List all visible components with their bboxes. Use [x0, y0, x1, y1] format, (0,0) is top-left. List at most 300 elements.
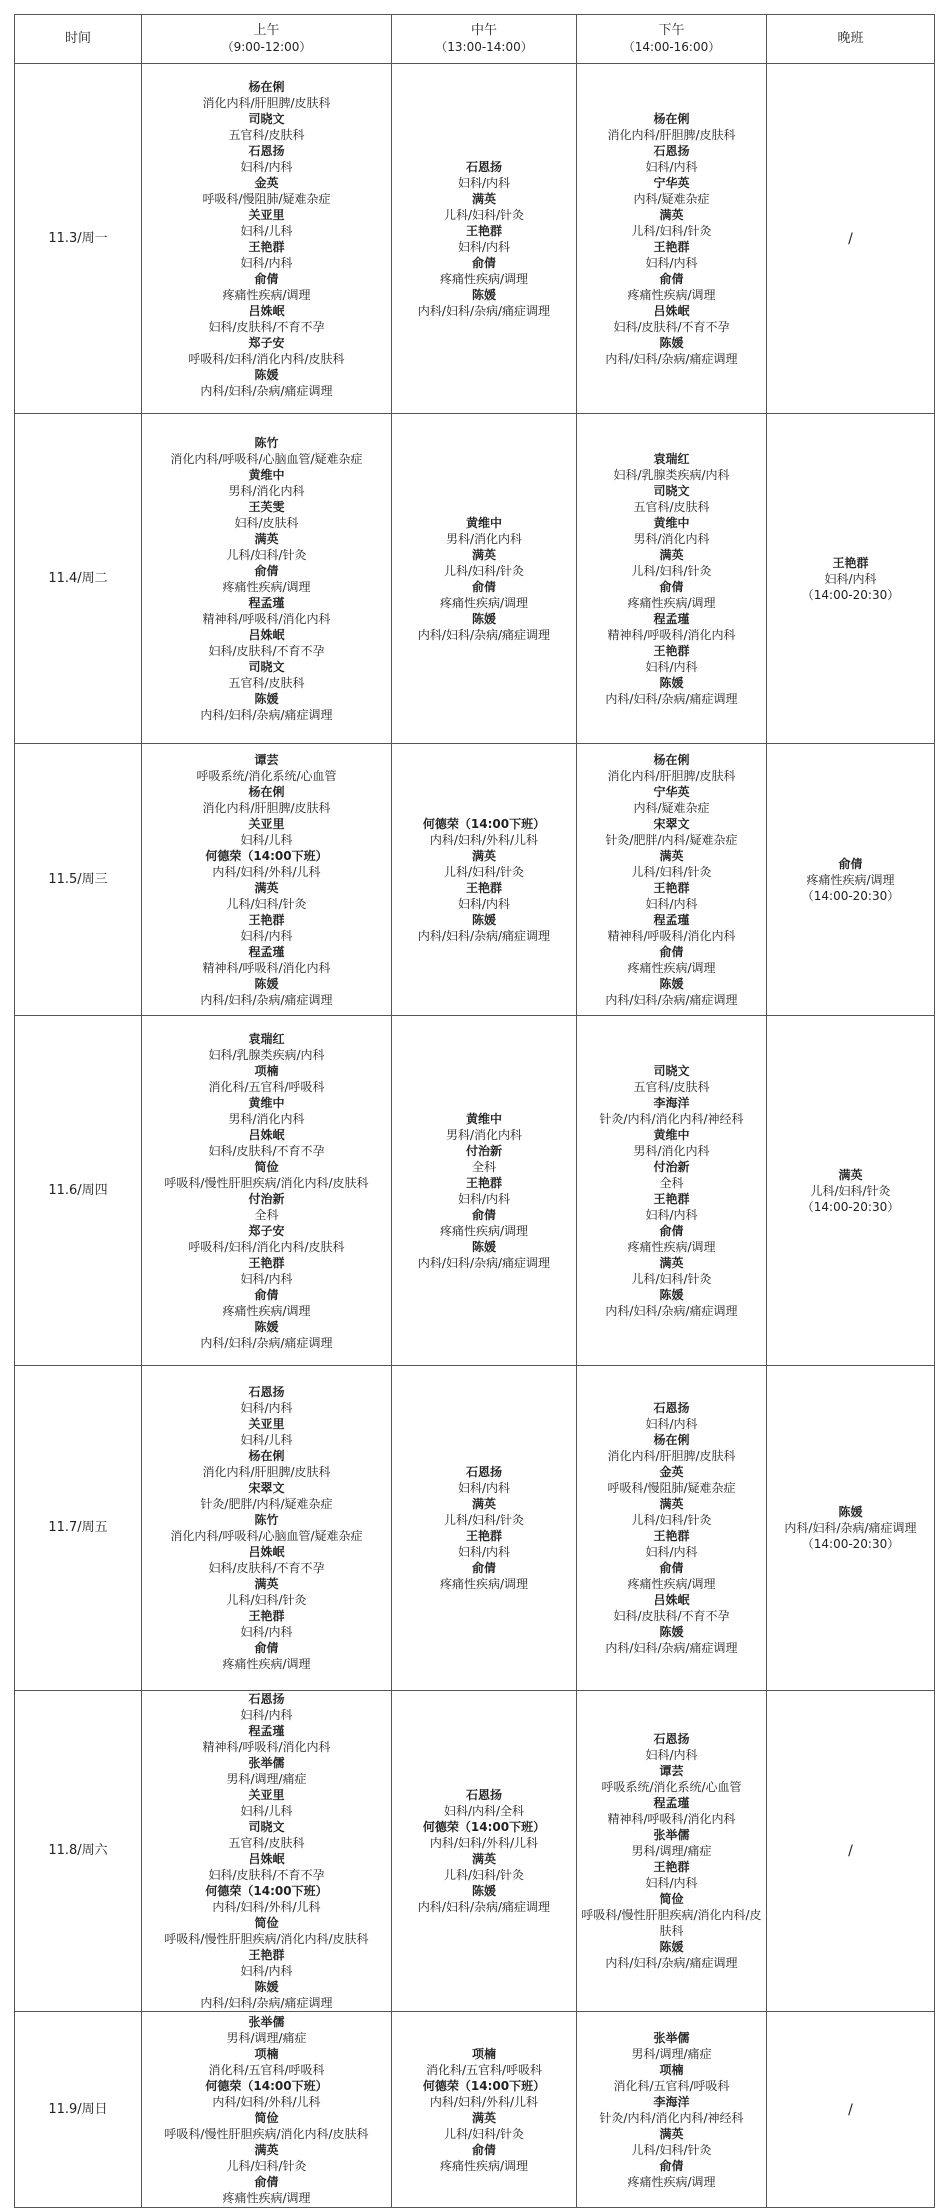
- doctor-entry: [579, 1827, 764, 1859]
- doctor-specialty: 呼吸科/妇科/消化内科/皮肤科: [188, 1239, 345, 1254]
- doctor-name: 俞倩: [471, 1207, 496, 1222]
- doctor-name: 吕姝岷: [248, 1127, 285, 1142]
- doctor-specialty: 消化内科/呼吸科/心脑血管/疑难杂症: [170, 451, 363, 466]
- doctor-specialty: 妇科/乳腺类疾病/内科: [613, 467, 730, 482]
- header-pm-hours: （14:00-16:00）: [622, 40, 721, 54]
- pm-cell: [577, 414, 767, 744]
- doctor-entry: [144, 1544, 389, 1576]
- header-pm-label: 下午: [658, 23, 685, 38]
- doctor-name: 简俭: [254, 1159, 279, 1174]
- doctor-name: 程孟瑾: [653, 1796, 690, 1810]
- doctor-specialty: 儿科/妇科/针灸: [226, 547, 307, 562]
- doctor-name: 杨在俐: [248, 79, 285, 94]
- doctor-specialty: 儿科/妇科/针灸: [443, 563, 525, 578]
- doctor-entry: [579, 515, 764, 547]
- doctor-entry: [144, 2078, 389, 2110]
- header-pm: [577, 15, 767, 64]
- doctor-specialty: 儿科/妇科/针灸: [631, 2142, 712, 2157]
- doctor-specialty: 疼痛性疾病/调理: [222, 579, 311, 594]
- doctor-entry: [144, 499, 389, 531]
- doctor-specialty: 消化内科/肝胆脾/皮肤科: [607, 127, 736, 142]
- doctor-name: 项楠: [254, 2046, 279, 2061]
- doctor-entry: [579, 1939, 764, 1971]
- doctor-entry: [579, 143, 764, 175]
- doctor-entry: [144, 944, 389, 976]
- doctor-entry: [144, 1287, 389, 1319]
- pm-cell: [577, 1366, 767, 1691]
- doctor-specialty: 呼吸科/慢阻肺/疑难杂症: [202, 191, 331, 206]
- doctor-name: 陈媛: [471, 1239, 496, 1254]
- doctor-specialty: 疼痛性疾病/调理: [439, 271, 529, 286]
- doctor-name: 黄维中: [248, 1095, 285, 1110]
- doctor-specialty: 妇科/乳腺类疾病/内科: [208, 1047, 325, 1062]
- doctor-entry: [579, 1400, 764, 1432]
- doctor-entry: [579, 1287, 764, 1319]
- doctor-specialty: 内科/疑难杂症: [633, 191, 710, 206]
- doctor-entry: [579, 1464, 764, 1496]
- eve-cell: [767, 414, 935, 744]
- doctor-name: 关亚里: [248, 1788, 285, 1802]
- doctor-specialty: 五官科/皮肤科: [228, 127, 305, 142]
- doctor-specialty: 内科/妇科/杂病/痛症调理: [784, 1521, 917, 1535]
- doctor-name: 俞倩: [471, 579, 496, 594]
- doctor-specialty: 男科/调理/痛症: [226, 2030, 307, 2045]
- doctor-entry: [144, 691, 389, 723]
- doctor-entry: [579, 976, 764, 1008]
- doctor-entry: [394, 1464, 574, 1496]
- doctor-name: 俞倩: [471, 255, 496, 270]
- doctor-specialty: 精神科/呼吸科/消化内科: [607, 928, 736, 943]
- doctor-name: 陈媛: [254, 1319, 279, 1334]
- doctor-specialty: 内科/妇科/外科/儿科: [429, 2094, 539, 2109]
- doctor-specialty: 针灸/肥胖/内科/疑难杂症: [200, 1497, 333, 1511]
- doctor-entry: [579, 2126, 764, 2158]
- doctor-specialty: 内科/妇科/外科/儿科: [429, 1836, 539, 1850]
- doctor-specialty: 儿科/妇科/针灸: [226, 896, 307, 911]
- doctor-name: 俞倩: [659, 1561, 684, 1575]
- doctor-specialty: 疼痛性疾病/调理: [222, 2190, 311, 2205]
- doctor-specialty: 针灸/肥胖/内科/疑难杂症: [605, 832, 738, 847]
- doctor-specialty: 内科/疑难杂症: [633, 800, 710, 815]
- doctor-specialty: 内科/妇科/杂病/痛症调理: [200, 992, 333, 1007]
- doctor-name: 谭芸: [659, 1764, 684, 1778]
- doctor-specialty: 内科/妇科/杂病/痛症调理: [417, 1900, 551, 1914]
- doctor-entry: [579, 1191, 764, 1223]
- doctor-entry: [144, 595, 389, 627]
- doctor-entry: [144, 563, 389, 595]
- doctor-specialty: 五官科/皮肤科: [633, 499, 710, 514]
- doctor-entry: [144, 1319, 389, 1351]
- doctor-entry: [394, 1111, 574, 1143]
- doctor-specialty: 妇科/内科: [645, 1207, 698, 1222]
- doctor-name: 满英: [471, 848, 496, 863]
- header-am-label: 上午: [253, 23, 280, 38]
- doctor-entry: [144, 111, 389, 143]
- day-label: 11.3/周一: [15, 64, 142, 414]
- doctor-entry: [579, 1095, 764, 1127]
- doctor-name: 黄维中: [248, 467, 285, 482]
- doctor-specialty: 内科/妇科/杂病/痛症调理: [200, 1335, 333, 1350]
- doctor-specialty: 消化科/五官科/呼吸科: [208, 1079, 325, 1094]
- doctor-specialty: 五官科/皮肤科: [228, 1836, 305, 1850]
- doctor-name: 司晓文: [653, 1063, 690, 1078]
- doctor-name: 何德荣（14:00下班）: [205, 848, 328, 863]
- doctor-name: 项楠: [254, 1063, 279, 1078]
- no-evening-shift: /: [848, 230, 853, 247]
- doctor-specialty: 消化科/五官科/呼吸科: [425, 2062, 543, 2077]
- doctor-name: 王艳群: [465, 1529, 502, 1543]
- doctor-name: 袁瑞红: [653, 451, 690, 466]
- doctor-name: 满英: [471, 1497, 496, 1511]
- doctor-name: 陈媛: [659, 1625, 684, 1639]
- doctor-entry: [144, 1512, 389, 1544]
- header-am-hours: （9:00-12:00）: [221, 40, 312, 54]
- doctor-name: 杨在俐: [248, 784, 285, 799]
- am-cell: [142, 1691, 392, 2012]
- doctor-entry: [579, 111, 764, 143]
- shift-hours: （14:00-20:30）: [801, 1199, 900, 1214]
- doctor-specialty: 疼痛性疾病/调理: [627, 960, 716, 975]
- header-eve-label: 晚班: [837, 31, 864, 46]
- doctor-name: 满英: [838, 1167, 863, 1182]
- doctor-name: 简俭: [254, 2110, 279, 2125]
- pm-cell: [577, 1691, 767, 2012]
- doctor-specialty: 内科/妇科/外科/儿科: [212, 1900, 321, 1914]
- doctor-entry: [579, 816, 764, 848]
- doctor-specialty: 呼吸系统/消化系统/心血管: [196, 768, 337, 783]
- doctor-specialty: 消化内科/肝胆脾/皮肤科: [202, 95, 331, 110]
- doctor-entry: [144, 1819, 389, 1851]
- doctor-specialty: 消化科/五官科/呼吸科: [208, 2062, 325, 2077]
- doctor-specialty: 妇科/内科: [240, 159, 293, 174]
- doctor-entry: [144, 1159, 389, 1191]
- doctor-specialty: 儿科/妇科/针灸: [226, 1593, 307, 1607]
- doctor-name: 何德荣（14:00下班）: [422, 2078, 546, 2093]
- doctor-specialty: 针灸/内科/消化内科/神经科: [599, 1111, 744, 1126]
- doctor-entry: [144, 1576, 389, 1608]
- doctor-entry: [394, 2078, 574, 2110]
- doctor-name: 满英: [659, 2126, 684, 2141]
- doctor-name: 俞倩: [254, 2174, 279, 2189]
- doctor-name: 黄维中: [653, 515, 690, 530]
- shift-hours: （14:00-20:30）: [801, 587, 900, 602]
- doctor-name: 陈媛: [254, 1980, 279, 1994]
- doctor-entry: [394, 1560, 574, 1592]
- doctor-entry: [144, 1883, 389, 1915]
- doctor-specialty: 妇科/内科: [457, 175, 511, 190]
- doctor-specialty: 男科/消化内科: [445, 1127, 523, 1142]
- doctor-name: 王艳群: [248, 239, 285, 254]
- doctor-entry: [144, 239, 389, 271]
- doctor-entry: [579, 483, 764, 515]
- doctor-entry: [579, 451, 764, 483]
- doctor-specialty: 儿科/妇科/针灸: [226, 2158, 307, 2173]
- doctor-specialty: 妇科/儿科: [240, 1804, 293, 1818]
- am-cell: [142, 2012, 392, 2208]
- doctor-name: 金英: [659, 1465, 684, 1479]
- day-row: [15, 1691, 935, 2012]
- doctor-specialty: 呼吸科/慢性肝胆疾病/消化内科/皮肤科: [164, 1175, 369, 1190]
- noon-cell: [392, 414, 577, 744]
- doctor-specialty: 妇科/内科: [240, 1401, 293, 1415]
- header-am: [142, 15, 392, 64]
- am-cell: [142, 1366, 392, 1691]
- doctor-name: 石恩扬: [465, 1788, 502, 1802]
- doctor-name: 俞倩: [254, 1641, 279, 1655]
- doctor-name: 俞倩: [254, 271, 279, 286]
- doctor-specialty: 妇科/内科: [645, 1748, 698, 1762]
- doctor-entry: [144, 1255, 389, 1287]
- doctor-name: 陈媛: [659, 1940, 684, 1954]
- day-row: [15, 64, 935, 414]
- doctor-specialty: 妇科/内科: [457, 1481, 511, 1495]
- doctor-specialty: 全科: [659, 1175, 684, 1190]
- doctor-name: 杨在俐: [653, 111, 690, 126]
- doctor-name: 吕姝岷: [248, 627, 285, 642]
- doctor-specialty: 妇科/内科: [457, 896, 511, 911]
- doctor-name: 陈媛: [471, 287, 496, 302]
- doctor-specialty: 妇科/皮肤科/不育不孕: [208, 1868, 325, 1882]
- doctor-specialty: 男科/消化内科: [228, 1111, 305, 1126]
- doctor-entry: [144, 1979, 389, 2011]
- doctor-entry: [579, 1763, 764, 1795]
- doctor-name: 陈媛: [471, 611, 496, 626]
- doctor-entry: [144, 467, 389, 499]
- doctor-name: 张举儒: [653, 2030, 690, 2045]
- doctor-name: 满英: [471, 191, 496, 206]
- doctor-name: 宋翠文: [653, 816, 690, 831]
- am-cell: [142, 64, 392, 414]
- doctor-name: 张举儒: [248, 1756, 285, 1770]
- doctor-name: 俞倩: [254, 563, 279, 578]
- doctor-name: 王艳群: [653, 1860, 690, 1874]
- eve-cell: [767, 1691, 935, 2012]
- doctor-entry: [144, 1063, 389, 1095]
- doctor-entry: [144, 531, 389, 563]
- doctor-entry: [579, 303, 764, 335]
- doctor-specialty: 内科/妇科/杂病/痛症调理: [417, 1255, 551, 1270]
- doctor-name: 俞倩: [471, 2142, 496, 2157]
- doctor-specialty: 儿科/妇科/针灸: [443, 1868, 525, 1882]
- doctor-name: 何德荣（14:00下班）: [205, 2078, 328, 2093]
- doctor-entry: [144, 271, 389, 303]
- doctor-entry: [144, 1787, 389, 1819]
- doctor-name: 程孟瑾: [653, 611, 690, 626]
- day-label: 11.4/周二: [15, 414, 142, 744]
- doctor-name: 陈媛: [659, 335, 684, 350]
- doctor-name: 王艳群: [465, 223, 502, 238]
- doctor-specialty: 妇科/儿科: [240, 223, 293, 238]
- doctor-name: 满英: [254, 1577, 279, 1591]
- doctor-specialty: 儿科/妇科/针灸: [631, 864, 712, 879]
- eve-cell: [767, 744, 935, 1016]
- doctor-entry: [769, 555, 932, 603]
- doctor-specialty: 儿科/妇科/针灸: [810, 1183, 891, 1198]
- doctor-specialty: 内科/妇科/杂病/痛症调理: [605, 691, 738, 706]
- doctor-entry: [394, 848, 574, 880]
- doctor-specialty: 妇科/内科: [240, 1964, 293, 1978]
- doctor-name: 王艳群: [248, 912, 285, 927]
- doctor-specialty: 疼痛性疾病/调理: [222, 1303, 311, 1318]
- eve-cell: [767, 1366, 935, 1691]
- doctor-specialty: 内科/妇科/杂病/痛症调理: [200, 707, 333, 722]
- doctor-name: 王艳群: [248, 1255, 285, 1270]
- doctor-specialty: 针灸/内科/消化内科/神经科: [599, 2110, 744, 2125]
- header-noon-hours: （13:00-14:00）: [435, 40, 533, 54]
- doctor-entry: [579, 1528, 764, 1560]
- doctor-name: 满英: [254, 531, 279, 546]
- doctor-entry: [394, 1143, 574, 1175]
- shift-hours: （14:00-20:30）: [801, 1537, 900, 1551]
- doctor-specialty: 儿科/妇科/针灸: [443, 1513, 525, 1527]
- doctor-entry: [579, 239, 764, 271]
- no-evening-shift: /: [848, 2101, 853, 2118]
- eve-cell: [767, 2012, 935, 2208]
- doctor-name: 吕姝岷: [248, 1545, 285, 1559]
- doctor-entry: [144, 880, 389, 912]
- doctor-specialty: 疼痛性疾病/调理: [627, 2174, 716, 2189]
- doctor-specialty: 妇科/内科: [645, 159, 698, 174]
- doctor-name: 俞倩: [659, 579, 684, 594]
- doctor-specialty: 男科/消化内科: [445, 531, 523, 546]
- doctor-name: 付治新: [465, 1143, 502, 1158]
- doctor-name: 李海洋: [653, 2094, 690, 2109]
- pm-cell: [577, 1016, 767, 1366]
- doctor-specialty: 男科/调理/痛症: [631, 1844, 712, 1858]
- doctor-entry: [394, 912, 574, 944]
- doctor-entry: [579, 2094, 764, 2126]
- doctor-name: 王艳群: [653, 239, 690, 254]
- doctor-specialty: 精神科/呼吸科/消化内科: [607, 1812, 736, 1826]
- doctor-entry: [144, 2014, 389, 2046]
- doctor-name: 付治新: [653, 1159, 690, 1174]
- doctor-name: 司晓文: [248, 111, 285, 126]
- doctor-entry: [144, 1947, 389, 1979]
- noon-cell: [392, 2012, 577, 2208]
- doctor-specialty: 疼痛性疾病/调理: [627, 1239, 716, 1254]
- doctor-entry: [144, 976, 389, 1008]
- doctor-entry: [579, 784, 764, 816]
- doctor-name: 陈媛: [471, 1884, 496, 1898]
- doctor-specialty: 内科/妇科/杂病/痛症调理: [417, 303, 551, 318]
- doctor-entry: [394, 1207, 574, 1239]
- doctor-entry: [579, 675, 764, 707]
- doctor-specialty: 妇科/内科: [645, 896, 698, 911]
- doctor-entry: [579, 1795, 764, 1827]
- doctor-entry: [144, 143, 389, 175]
- doctor-entry: [579, 2030, 764, 2062]
- doctor-specialty: 妇科/内科: [645, 255, 698, 270]
- doctor-name: 石恩扬: [248, 143, 285, 158]
- doctor-entry: [144, 1416, 389, 1448]
- doctor-name: 俞倩: [659, 1223, 684, 1238]
- doctor-specialty: 儿科/妇科/针灸: [443, 2126, 525, 2141]
- doctor-specialty: 呼吸科/妇科/消化内科/皮肤科: [188, 351, 345, 366]
- doctor-specialty: 内科/妇科/杂病/痛症调理: [605, 351, 738, 366]
- doctor-entry: [579, 1223, 764, 1255]
- header-noon-label: 中午: [470, 23, 497, 38]
- doctor-specialty: 妇科/内科/全科: [443, 1804, 525, 1818]
- header-time-label: 时间: [64, 31, 91, 46]
- doctor-entry: [579, 207, 764, 239]
- doctor-entry: [394, 547, 574, 579]
- doctor-specialty: 妇科/内科: [457, 1191, 511, 1206]
- doctor-entry: [394, 287, 574, 319]
- doctor-entry: [144, 2174, 389, 2206]
- doctor-specialty: 妇科/儿科: [240, 832, 293, 847]
- doctor-specialty: 五官科/皮肤科: [633, 1079, 710, 1094]
- eve-cell: [767, 1016, 935, 1366]
- doctor-specialty: 消化内科/肝胆脾/皮肤科: [202, 800, 331, 815]
- doctor-entry: [144, 1031, 389, 1063]
- doctor-specialty: 精神科/呼吸科/消化内科: [202, 960, 331, 975]
- doctor-specialty: 内科/妇科/外科/儿科: [212, 864, 321, 879]
- doctor-name: 司晓文: [248, 1820, 285, 1834]
- no-evening-shift: /: [848, 1843, 853, 1859]
- doctor-entry: [144, 1915, 389, 1947]
- doctor-name: 石恩扬: [465, 159, 502, 174]
- doctor-name: 程孟瑾: [248, 944, 285, 959]
- doctor-entry: [579, 1432, 764, 1464]
- doctor-name: 俞倩: [659, 2158, 684, 2173]
- doctor-name: 石恩扬: [653, 143, 690, 158]
- doctor-specialty: 全科: [254, 1207, 279, 1222]
- doctor-name: 满英: [659, 1255, 684, 1270]
- doctor-name: 俞倩: [254, 1287, 279, 1302]
- doctor-name: 王芙雯: [248, 499, 285, 514]
- doctor-specialty: 内科/妇科/杂病/痛症调理: [605, 992, 738, 1007]
- eve-cell: [767, 64, 935, 414]
- doctor-specialty: 疼痛性疾病/调理: [439, 1577, 529, 1591]
- doctor-name: 石恩扬: [465, 1465, 502, 1479]
- day-row: [15, 1366, 935, 1691]
- header-noon: [392, 15, 577, 64]
- doctor-specialty: 妇科/内科: [457, 239, 511, 254]
- doctor-entry: [144, 79, 389, 111]
- doctor-entry: [579, 1891, 764, 1939]
- doctor-specialty: 妇科/皮肤科/不育不孕: [613, 319, 730, 334]
- doctor-name: 满英: [471, 1852, 496, 1866]
- doctor-specialty: 消化内科/呼吸科/心脑血管/疑难杂症: [170, 1529, 363, 1543]
- doctor-entry: [144, 1384, 389, 1416]
- doctor-name: 王艳群: [653, 643, 690, 658]
- doctor-entry: [394, 1883, 574, 1915]
- doctor-specialty: 男科/调理/痛症: [226, 1772, 307, 1786]
- doctor-name: 满英: [659, 207, 684, 222]
- doctor-entry: [579, 880, 764, 912]
- doctor-specialty: 儿科/妇科/针灸: [443, 207, 525, 222]
- doctor-entry: [144, 1095, 389, 1127]
- doctor-name: 杨在俐: [653, 752, 690, 767]
- doctor-name: 俞倩: [471, 1561, 496, 1575]
- doctor-name: 陈媛: [254, 367, 279, 382]
- doctor-entry: [579, 1859, 764, 1891]
- doctor-name: 俞倩: [659, 944, 684, 959]
- doctor-name: 程孟瑾: [653, 912, 690, 927]
- doctor-entry: [144, 2046, 389, 2078]
- doctor-name: 陈媛: [659, 675, 684, 690]
- doctor-entry: [144, 2142, 389, 2174]
- doctor-specialty: 内科/妇科/外科/儿科: [212, 2094, 321, 2109]
- pm-cell: [577, 2012, 767, 2208]
- doctor-entry: [144, 335, 389, 367]
- doctor-entry: [144, 175, 389, 207]
- doctor-entry: [579, 848, 764, 880]
- doctor-name: 张举儒: [653, 1828, 690, 1842]
- doctor-name: 陈竹: [254, 1513, 279, 1527]
- doctor-entry: [579, 1731, 764, 1763]
- doctor-entry: [394, 2110, 574, 2142]
